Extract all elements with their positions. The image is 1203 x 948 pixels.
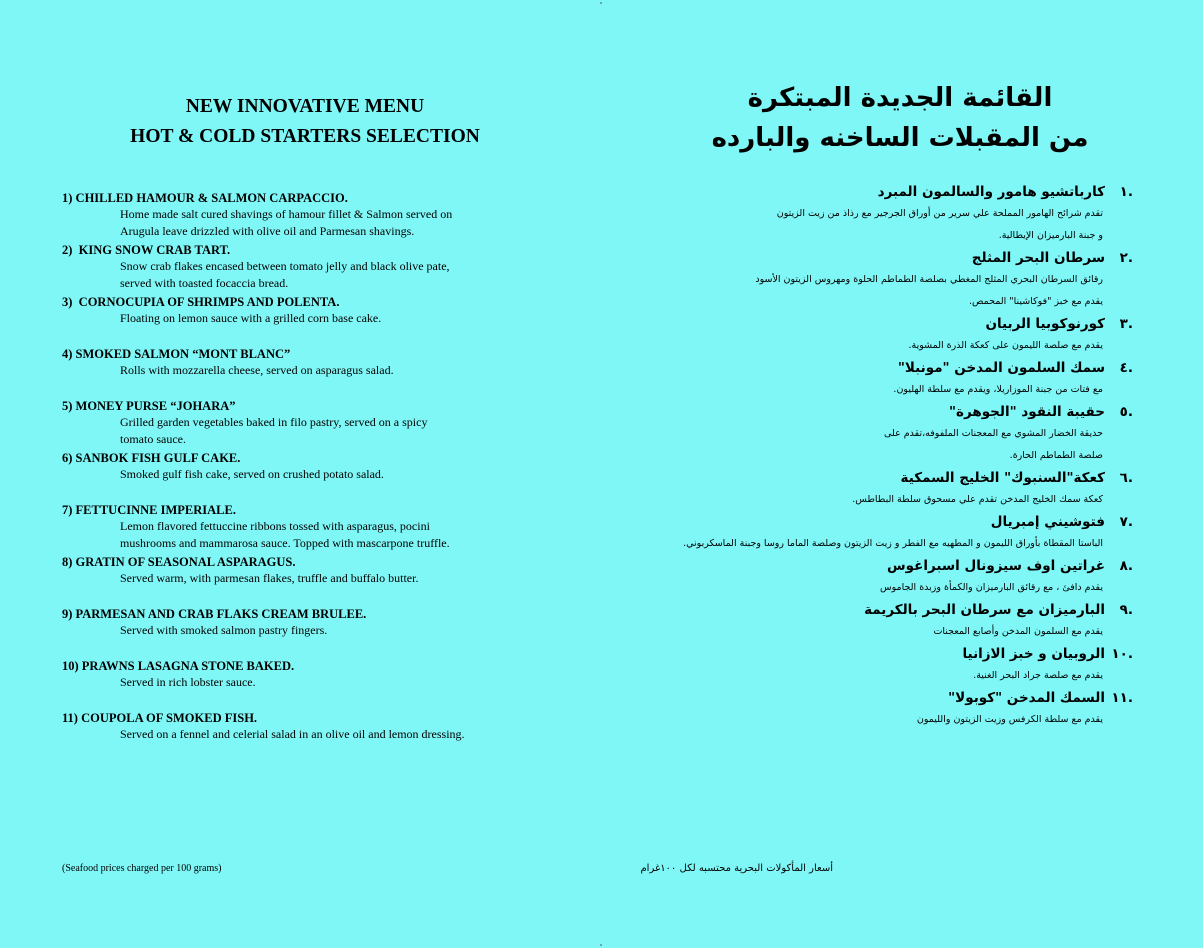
arabic-item-heading bbox=[663, 181, 1133, 203]
english-item-description: Served with smoked salmon pastry fingers. bbox=[120, 623, 328, 637]
english-item-title: 9) PARMESAN AND CRAB FLAKS CREAM BRULEE. bbox=[62, 607, 367, 621]
arabic-item-number: .٤ bbox=[1119, 360, 1133, 376]
english-item-description: Smoked gulf fish cake, served on crushed potato salad. bbox=[120, 467, 384, 481]
arabic-menu-item bbox=[663, 401, 1133, 467]
arabic-item-number: .١١ bbox=[1111, 690, 1133, 706]
english-item-description-cont: tomato sauce. bbox=[120, 432, 186, 446]
arabic-item-title: غراتين اوف سيزونال اسبراغوس bbox=[887, 558, 1105, 574]
arabic-item-description: تقدم شرائح الهامور المملحة علي سرير من أوراق الجرجير مع رذاذ من زيت الزيتون bbox=[776, 208, 1103, 219]
arabic-item-title: كعكة"السنبوك" الخليج السمكية bbox=[900, 470, 1105, 486]
arabic-item-title: كارباتشيو هامور والسالمون المبرد bbox=[877, 184, 1105, 200]
arabic-item-description-cont: صلصة الطماطم الحارة. bbox=[1009, 450, 1103, 461]
english-item-description: Lemon flavored fettuccine ribbons tossed with asparagus, pocini bbox=[120, 519, 430, 533]
english-item-description-cont: mushrooms and mammarosa sauce. Topped with mascarpone truffle. bbox=[120, 536, 450, 550]
arabic-item-heading bbox=[663, 357, 1133, 379]
arabic-title-line2: من المقبلات الساخنه والبارده bbox=[711, 123, 1089, 153]
arabic-item-number: .٩ bbox=[1119, 602, 1133, 618]
english-item-title: 11) COUPOLA OF SMOKED FISH. bbox=[62, 711, 258, 725]
arabic-item-heading bbox=[663, 555, 1133, 577]
english-item-description: Floating on lemon sauce with a grilled corn base cake. bbox=[120, 311, 382, 325]
english-item-title: 8) GRATIN OF SEASONAL ASPARAGUS. bbox=[62, 555, 296, 569]
arabic-menu-item bbox=[663, 467, 1133, 511]
arabic-menu-item bbox=[663, 599, 1133, 643]
english-item-description: Rolls with mozzarella cheese, served on asparagus salad. bbox=[120, 363, 394, 377]
english-menu-item bbox=[62, 450, 552, 502]
english-item-description: Served in rich lobster sauce. bbox=[120, 675, 256, 689]
arabic-item-heading bbox=[663, 599, 1133, 621]
english-menu-item bbox=[62, 190, 552, 242]
english-menu-item bbox=[62, 242, 552, 294]
arabic-menu-item bbox=[663, 181, 1133, 247]
english-price-note: (Seafood prices charged per 100 grams) bbox=[62, 863, 222, 874]
english-title-line1: NEW INNOVATIVE MENU bbox=[185, 96, 425, 117]
arabic-item-title: فتوشيني إمبريال bbox=[990, 514, 1105, 530]
arabic-item-heading bbox=[663, 401, 1133, 423]
arabic-item-heading bbox=[663, 687, 1133, 709]
arabic-title bbox=[700, 78, 1100, 158]
arabic-item-title: سرطان البحر المثلج bbox=[971, 250, 1105, 266]
english-item-title: 2) KING SNOW CRAB TART. bbox=[62, 243, 231, 257]
english-item-title: 5) MONEY PURSE “JOHARA” bbox=[62, 399, 236, 413]
arabic-item-description: يقدم مع صلصة الليمون على كعكة الذرة المشوية. bbox=[908, 340, 1103, 351]
arabic-menu-item bbox=[663, 313, 1133, 357]
english-item-description: Served on a fennel and celerial salad in an olive oil and lemon dressing. bbox=[120, 727, 465, 741]
bottom-marker bbox=[600, 944, 602, 946]
arabic-item-number: .٥ bbox=[1119, 404, 1133, 420]
arabic-item-heading bbox=[663, 313, 1133, 335]
arabic-item-number: .١ bbox=[1119, 184, 1133, 200]
english-menu-item bbox=[62, 554, 552, 606]
english-item-title: 4) SMOKED SALMON “MONT BLANC” bbox=[62, 347, 291, 361]
arabic-item-description: يقدم مع السلمون المدخن وأصابع المعجنات bbox=[933, 626, 1103, 637]
english-menu-item bbox=[62, 294, 552, 346]
arabic-item-description: مع فتات من جبنة الموزاريلا، ويقدم مع سلطة الهليون. bbox=[893, 384, 1103, 395]
arabic-item-description: رقائق السرطان البحري المثلج المغطي بصلصة الطماطم الحلوة ومهروس الزيتون الأسود bbox=[755, 274, 1103, 285]
arabic-menu-item bbox=[663, 687, 1133, 731]
arabic-menu-item bbox=[663, 357, 1133, 401]
arabic-item-description-cont: يقدم مع خبز "فوكاشينا" المحمص. bbox=[968, 296, 1103, 307]
arabic-menu-item bbox=[663, 247, 1133, 313]
english-item-title: 10) PRAWNS LASAGNA STONE BAKED. bbox=[62, 659, 295, 673]
arabic-item-description: الباستا المقطاة بأوراق الليمون و المطهيه مع الفطر و زيت الزيتون وصلصة الماما روسا وجبنة الماسكربوني. bbox=[683, 538, 1103, 549]
arabic-item-title: كورنوكوبيا الربيان bbox=[985, 316, 1105, 332]
english-menu-item bbox=[62, 710, 552, 762]
english-item-title: 7) FETTUCINNE IMPERIALE. bbox=[62, 503, 236, 517]
arabic-item-description: يقدم دافئ ، مع رقائق البارميزان والكمأة وزبدة الجاموس bbox=[880, 582, 1103, 593]
english-item-title: 1) CHILLED HAMOUR & SALMON CARPACCIO. bbox=[62, 191, 348, 205]
arabic-item-number: .٦ bbox=[1119, 470, 1133, 486]
arabic-item-number: .٢ bbox=[1119, 250, 1133, 266]
english-item-description: Served warm, with parmesan flakes, truffle and buffalo butter. bbox=[120, 571, 419, 585]
english-item-description-cont: served with toasted focaccia bread. bbox=[120, 276, 289, 290]
english-item-description: Home made salt cured shavings of hamour fillet & Salmon served on bbox=[120, 207, 453, 221]
arabic-item-heading bbox=[663, 511, 1133, 533]
english-menu-list bbox=[62, 190, 552, 762]
arabic-item-number: .٧ bbox=[1119, 514, 1133, 530]
arabic-item-title: سمك السلمون المدخن "مونبلا" bbox=[897, 360, 1105, 376]
arabic-item-title: حقيبة النقود "الجوهرة" bbox=[948, 404, 1105, 420]
english-item-description-cont: Arugula leave drizzled with olive oil and Parmesan shavings. bbox=[120, 224, 415, 238]
english-item-title: 3) CORNOCUPIA OF SHRIMPS AND POLENTA. bbox=[62, 295, 340, 309]
arabic-item-description: يقدم مع سلطة الكرفس وزيت الزيتون والليمون bbox=[916, 714, 1103, 725]
arabic-item-description: يقدم مع صلصة جراد البحر الغنية. bbox=[973, 670, 1103, 681]
arabic-item-number: .٨ bbox=[1119, 558, 1133, 574]
arabic-menu-item bbox=[663, 643, 1133, 687]
english-item-title: 6) SANBOK FISH GULF CAKE. bbox=[62, 451, 241, 465]
arabic-item-description-cont: و جبنة البارميزان الإيطالية. bbox=[998, 230, 1103, 241]
english-title-line2: HOT & COLD STARTERS SELECTION bbox=[130, 126, 480, 147]
english-menu-item bbox=[62, 502, 552, 554]
english-menu-item bbox=[62, 606, 552, 658]
arabic-item-heading bbox=[663, 467, 1133, 489]
arabic-item-number: .٣ bbox=[1119, 316, 1133, 332]
top-marker bbox=[600, 2, 602, 4]
arabic-price-note: أسعار المأكولات البحرية محتسبه لكل ١٠٠غرام bbox=[640, 863, 833, 874]
arabic-item-heading bbox=[663, 643, 1133, 665]
arabic-item-description: حديقة الخضار المشوي مع المعجنات الملفوفه،تقدم على bbox=[884, 428, 1103, 439]
english-menu-item bbox=[62, 398, 552, 450]
arabic-menu-list bbox=[663, 181, 1133, 731]
english-item-description: Snow crab flakes encased between tomato jelly and black olive pate, bbox=[120, 259, 450, 273]
arabic-item-description: كعكة سمك الخليج المدخن تقدم علي مسحوق سلطة البطاطس. bbox=[852, 494, 1103, 505]
arabic-item-title: البارميزان مع سرطان البحر بالكريمة bbox=[864, 602, 1105, 618]
arabic-item-title: السمك المدخن "كوبولا" bbox=[948, 690, 1105, 706]
arabic-menu-item bbox=[663, 511, 1133, 555]
english-menu-item bbox=[62, 346, 552, 398]
english-menu-item bbox=[62, 658, 552, 710]
english-title bbox=[60, 92, 550, 152]
english-item-description: Grilled garden vegetables baked in filo pastry, served on a spicy bbox=[120, 415, 428, 429]
arabic-item-heading bbox=[663, 247, 1133, 269]
arabic-item-number: .١٠ bbox=[1111, 646, 1133, 662]
arabic-menu-item bbox=[663, 555, 1133, 599]
arabic-title-line1: القائمة الجديدة المبتكرة bbox=[747, 83, 1053, 113]
arabic-item-title: الروبيان و خبز الازانيا bbox=[962, 646, 1105, 662]
